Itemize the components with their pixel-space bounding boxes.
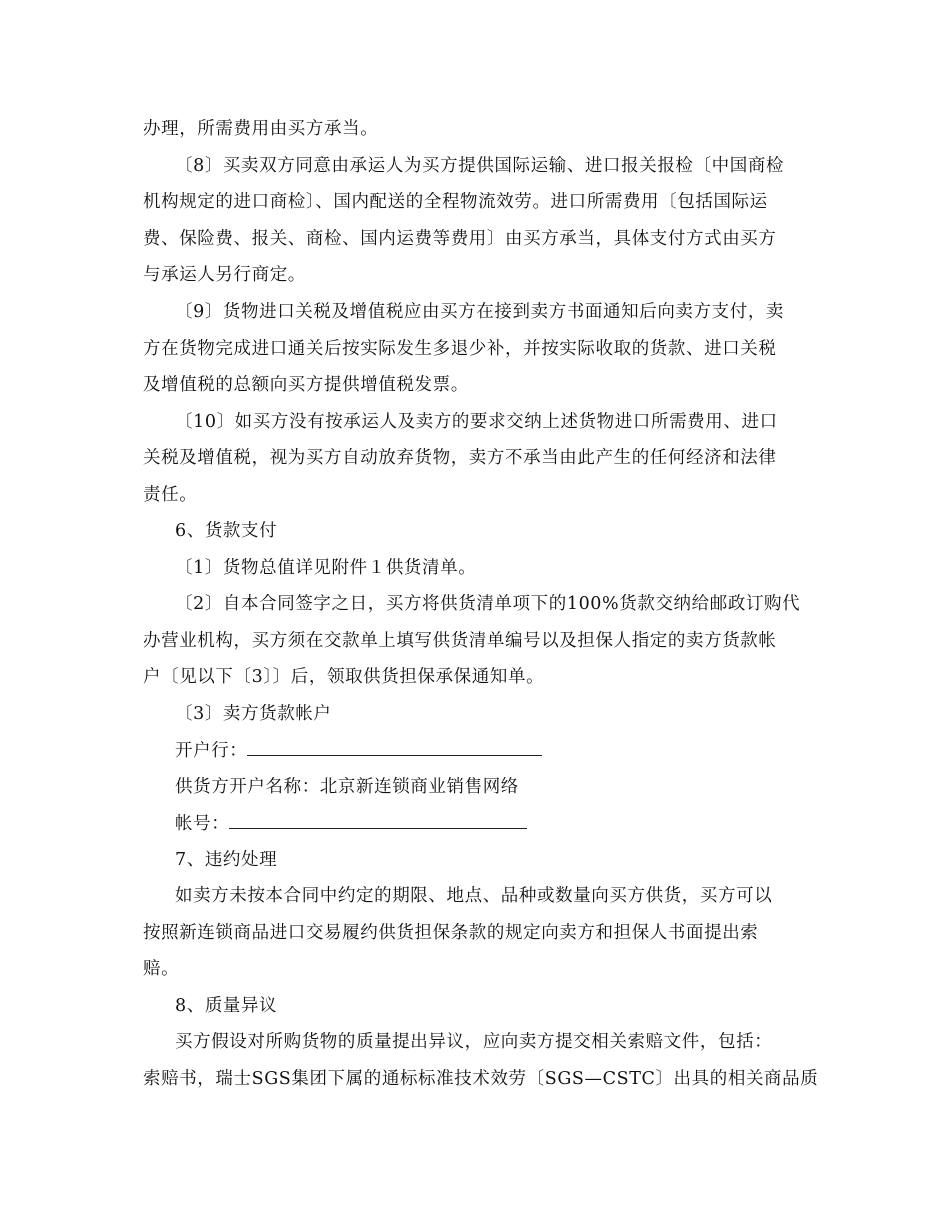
text-line: 买方假设对所购货物的质量提出异议，应向卖方提交相关索赔文件，包括： [175, 1032, 773, 1052]
text-line: 与承运人另行商定。 [143, 265, 306, 285]
bank-field-label: 开户行： [175, 741, 248, 761]
text-line: 索赔书，瑞士SGS集团下属的通标标准技术效劳〔SGS—CSTC〕出具的相关商品质 [143, 1069, 819, 1089]
text-line: 机构规定的进口商检〕、国内配送的全程物流效劳。进口所需费用〔包括国际运 [143, 192, 768, 212]
account-number-field [175, 812, 527, 835]
text-line: 及增值税的总额向买方提供增值税发票。 [143, 375, 469, 395]
bank-field [175, 739, 542, 762]
text-line: 责任。 [143, 485, 198, 505]
text-line: 办营业机构，买方须在交款单上填写供货清单编号以及担保人指定的卖方货款帐 [143, 631, 777, 651]
text-line: 户〔见以下〔3〕〕后，领取供货担保承保通知单。 [143, 667, 545, 687]
section-heading: 8、质量异议 [175, 996, 278, 1016]
text-line: 按照新连锁商品进口交易履约供货担保条款的规定向卖方和担保人书面提出索 [143, 923, 759, 943]
text-line: 赔。 [143, 959, 180, 979]
account-number-blank [229, 812, 527, 829]
text-line: 关税及增值税，视为买方自动放弃货物，卖方不承当由此产生的任何经济和法律 [143, 448, 777, 468]
account-number-label: 帐号： [175, 814, 230, 834]
text-line: 方在货物完成进口通关后按实际发生多退少补，并按实际收取的货款、进口关税 [143, 339, 777, 359]
text-line: 如卖方未按本合同中约定的期限、地点、品种或数量向买方供货，买方可以 [175, 886, 773, 906]
text-line: 费、保险费、报关、商检、国内运费等费用〕由买方承当，具体支付方式由买方 [143, 229, 777, 249]
section-heading: 6、货款支付 [175, 521, 278, 541]
text-line: 〔1〕货物总值详见附件１供货清单。 [175, 558, 477, 578]
text-line: 〔10〕如买方没有按承运人及卖方的要求交纳上述货物进口所需费用、进口 [175, 412, 778, 432]
text-line: 〔9〕货物进口关税及增值税应由买方在接到卖方书面通知后向卖方支付，卖 [175, 302, 785, 322]
text-line: 办理，所需费用由买方承当。 [143, 119, 379, 139]
account-name: 供货方开户名称：北京新连锁商业销售网络 [175, 777, 519, 797]
text-line: 〔2〕自本合同签字之日，买方将供货清单项下的100%货款交纳给邮政订购代 [175, 594, 801, 614]
text-line: 〔3〕卖方货款帐户 [175, 704, 332, 724]
section-heading: 7、违约处理 [175, 850, 278, 870]
text-line: 〔8〕买卖双方同意由承运人为买方提供国际运输、进口报关报检〔中国商检 [175, 156, 785, 176]
bank-field-blank [247, 739, 542, 756]
